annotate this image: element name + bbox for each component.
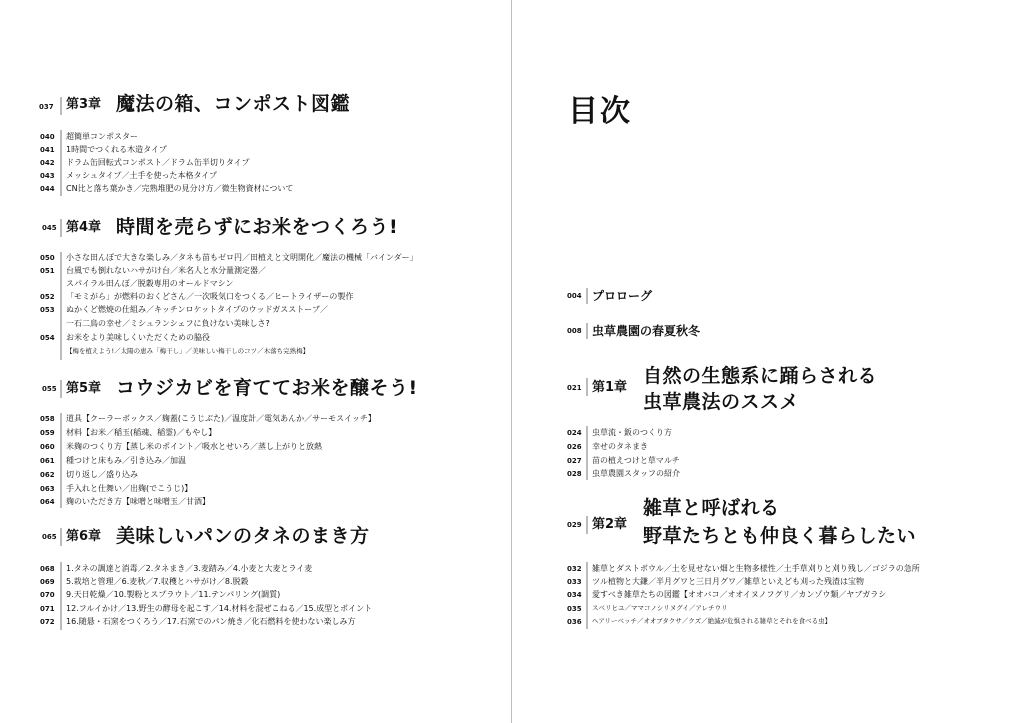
item-text: 【梅を植えよう!／太陽の恵み「梅干し」／美味しい梅干しのコツ／木落ち完熟梅】 [66, 347, 310, 355]
item-page-number: 069 [40, 578, 55, 586]
item-page-number: 024 [567, 429, 582, 437]
item-page-number: 060 [40, 443, 55, 451]
item-text: 苗の植えつけと草マルチ [592, 456, 680, 465]
item-text: ヘアリーベッチ／オオブタクサ／クズ／絶滅が危惧される雑草とそれを食べる虫】 [592, 617, 832, 625]
item-page-number: 070 [40, 591, 55, 599]
item-text: 虫草流・鈑のつくり方 [592, 428, 672, 437]
item-page-number: 040 [40, 133, 55, 141]
item-page-number: 026 [567, 443, 582, 451]
item-text: ドラム缶回転式コンポスト／ドラム缶半切りタイプ [66, 158, 250, 167]
item-page-number: 028 [567, 470, 582, 478]
item-text: 台風でも倒れないハサがけ台／米名人と水分量測定器／ [66, 266, 266, 275]
item-page-number: 027 [567, 457, 582, 465]
item-text: 種つけと床もみ／引き込み／加温 [66, 456, 186, 465]
item-text: 手入れと仕舞い／出麹(でこうじ)】 [66, 484, 193, 493]
chapter-title-line: 野草たちとも仲良く暮らしたい [643, 525, 917, 547]
chapter-title-line: 雑草と呼ばれる [643, 497, 780, 519]
item-page-number: 043 [40, 172, 55, 180]
item-text: 9.天日乾燥／10.製粉とスプラウト／11.テンパリング(調質) [66, 590, 281, 599]
item-page-number: 063 [40, 485, 55, 493]
item-page-number: 042 [40, 159, 55, 167]
item-text: 16.随悬・石窯をつくろう／17.石窯でのパン焼き／化石燃料を使わない楽しみ方 [66, 617, 356, 626]
item-page-number: 072 [40, 618, 55, 626]
chapter-title: 魔法の箱、コンポスト図鑑 [116, 93, 351, 115]
chapter-label: 第5章 [66, 381, 102, 396]
item-text: 道具【クーラーボックス／麹蓋(こうじぶた)／温度計／電気あんか／サーモスイッチ】 [66, 414, 376, 423]
item-text: 1時間でつくれる木造タイプ [66, 145, 167, 154]
item-page-number: 051 [40, 267, 55, 275]
item-text: 1.タネの調達と消毒／2.タネまき／3.麦踏み／4.小麦と大麦とライ麦 [66, 564, 313, 573]
section-title: プロローグ [592, 289, 653, 303]
item-page-number: 041 [40, 146, 55, 154]
chapter-page-number: 029 [567, 521, 582, 529]
item-page-number: 032 [567, 565, 582, 573]
chapter-page-number: 021 [567, 384, 582, 392]
item-page-number: 068 [40, 565, 55, 573]
chapter-label: 第6章 [66, 529, 102, 544]
item-text: 小さな田んぼで大きな楽しみ／タネも苗もゼロ円／田植えと文明開化／魔法の機械「バインダー」 [66, 253, 418, 262]
item-page-number: 036 [567, 618, 582, 626]
chapter-title-line: 自然の生態系に踊らされる [643, 365, 878, 387]
item-text: 5.栽培と管理／6.麦秋／7.収穫とハサがけ／8.脱穀 [66, 577, 249, 586]
item-text: ツル植物と大鎌／半月グワと三日月グワ／雑草といえども刈った残渣は宝物 [592, 577, 864, 586]
item-text: 虫草農園スタッフの紹介 [592, 469, 680, 478]
item-page-number: 061 [40, 457, 55, 465]
item-text: 12.フルイかけ／13.野生の酵母を起こす／14.材料を混ぜこねる／15.成型とポイント [66, 604, 373, 613]
item-page-number: 053 [40, 306, 55, 314]
item-page-number: 035 [567, 605, 582, 613]
section-title: 虫草農園の春夏秋冬 [592, 324, 701, 338]
item-page-number: 058 [40, 415, 55, 423]
item-text: 材料【お米／稲玉(稲魂、稲霊)／もやし】 [66, 428, 217, 437]
item-text: 米麹のつくり方【蒸し米のポイント／吸水とせいろ／蒸し上がりと放熱 [66, 442, 322, 451]
item-text: 麹のいただき方【味噌と味噌玉／甘酒】 [66, 497, 210, 506]
item-text: 雑草とダストボウル／土を見せない畑と生物多様性／土手草刈りと刈り残し／ゴジラの急所 [592, 564, 920, 573]
item-page-number: 054 [40, 334, 55, 342]
item-page-number: 044 [40, 185, 55, 193]
item-page-number: 052 [40, 293, 55, 301]
chapter-page-number: 065 [42, 533, 57, 541]
item-text: お米をより美味しくいただくための脇役 [66, 333, 210, 342]
item-page-number: 050 [40, 254, 55, 262]
toc-heading: 目次 [568, 94, 632, 129]
chapter-title-line: 虫草農法のススメ [643, 391, 800, 413]
item-text: ぬかくど燃焼の仕組み／キッチンロケットタイプのウッドガスストーブ／ [66, 305, 328, 314]
item-text: 一石二鳥の幸せ／ミシュランシェフに負けない美味しさ? [66, 319, 270, 328]
item-text: 「モミがら」が燃料のおくどさん／一次吸気口をつくる／ヒートライザーの製作 [66, 292, 354, 301]
chapter-title: 時間を売らずにお米をつくろう! [116, 216, 399, 238]
item-text: スパイラル田んぼ／脱穀専用のオールドマシン [66, 279, 234, 288]
item-text: 切り返し／盛り込み [66, 470, 138, 479]
item-text: スベリヒユ／ママコノシリヌグイ／アレチウリ [592, 604, 728, 612]
item-text: 超簡単コンポスター [66, 132, 138, 141]
item-page-number: 071 [40, 605, 55, 613]
chapter-label: 第2章 [592, 517, 628, 532]
chapter-title: コウジカビを育ててお米を醸そう! [116, 377, 418, 399]
chapter-label: 第4章 [66, 220, 102, 235]
item-text: 愛すべき雑草たちの図鑑【オオバコ／オオイヌノフグリ／カンゾウ類／ヤブガラシ [592, 590, 887, 599]
chapter-label: 第3章 [66, 97, 102, 112]
section-page-number: 004 [567, 292, 582, 300]
section-page-number: 008 [567, 327, 582, 335]
chapter-title: 美味しいパンのタネのまき方 [116, 525, 370, 547]
chapter-page-number: 055 [42, 385, 57, 393]
chapter-label: 第1章 [592, 380, 628, 395]
item-page-number: 033 [567, 578, 582, 586]
item-text: 幸せのタネまき [592, 442, 648, 451]
item-page-number: 062 [40, 471, 55, 479]
item-page-number: 059 [40, 429, 55, 437]
item-page-number: 034 [567, 591, 582, 599]
chapter-page-number: 045 [42, 224, 57, 232]
item-text: メッシュタイプ／土手を使った本格タイプ [66, 171, 218, 180]
item-page-number: 064 [40, 498, 55, 506]
item-text: CN比と落ち葉かき／完熟堆肥の見分け方／微生物資材について [66, 184, 294, 193]
chapter-page-number: 037 [39, 103, 54, 111]
